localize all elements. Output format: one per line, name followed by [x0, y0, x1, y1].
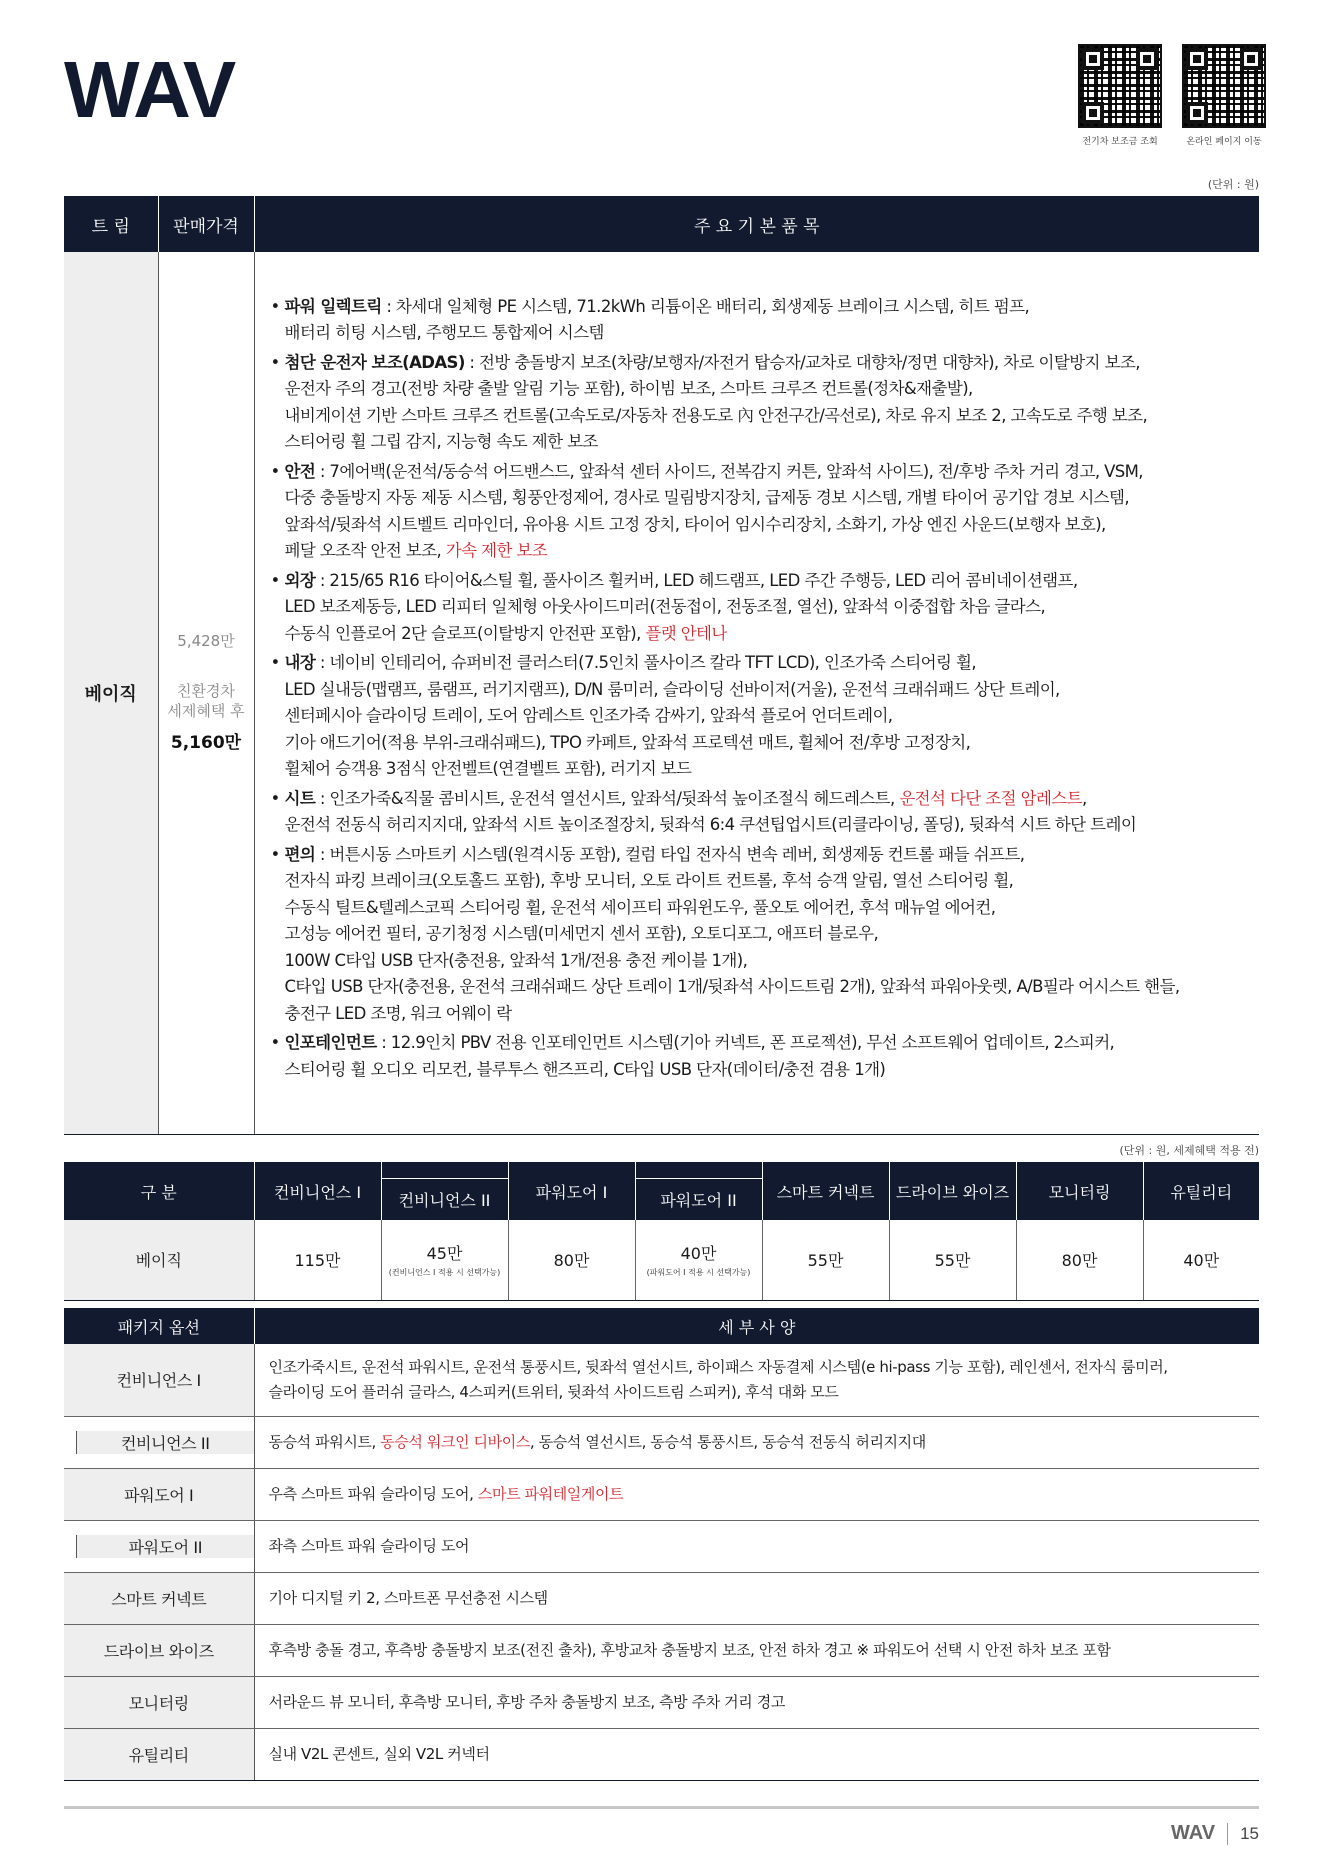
price-note: 친환경차	[177, 682, 235, 701]
header-fill	[382, 1162, 508, 1178]
price-cell	[158, 252, 254, 1134]
option-sub-tab	[636, 1178, 762, 1220]
feature-text: : 7에어백(운전석/동승석 어드밴스드, 앞좌석 센터 사이드, 전복감지 커튼, 앞좌석 사이드), 전/후방 주차 거리 경고, VSM,	[315, 461, 1143, 481]
feature-text: 기아 애드기어(적용 부위-크래쉬패드), TPO 카페트, 앞좌석 프로텍션 매트, 휠체어 전/후방 고정장치,	[284, 732, 971, 752]
spec-table	[64, 196, 1259, 1135]
package-detail	[254, 1676, 1259, 1728]
feature-category: 내장	[284, 653, 316, 672]
feature-highlight: 운전석 다단 조절 암레스트	[899, 788, 1082, 808]
header-fill	[636, 1162, 762, 1178]
feature-text: 스티어링 휠 오디오 리모컨, 블루투스 핸즈프리, C타입 USB 단자(데이터/충전 겸용 1개)	[284, 1059, 886, 1079]
feature-text: : 인조가죽&직물 콤비시트, 운전석 열선시트, 앞좌석/뒷좌석 높이조절식 헤드레스트,	[315, 788, 900, 808]
option-note: (파워도어 I 적용 시 선택가능)	[646, 1268, 751, 1278]
feature-category: 시트	[284, 788, 316, 808]
qr-label: 온라인 페이지 이동	[1186, 137, 1262, 147]
bullet-icon: •	[270, 461, 280, 481]
package-name: 스마트 커넥트	[111, 1589, 207, 1609]
package-name-cell	[64, 1468, 254, 1520]
package-row	[64, 1416, 1259, 1468]
package-detail-text: 서라운드 뷰 모니터, 후측방 모니터, 후방 주차 충돌방지 보조, 측방 주차 거리 경고	[268, 1692, 785, 1711]
option-price: 80만	[1061, 1251, 1098, 1271]
option-price: 55만	[807, 1251, 844, 1271]
package-name-cell	[64, 1624, 254, 1676]
price-before: 5,428만	[177, 631, 235, 650]
features-cell	[254, 252, 1259, 1134]
feature-text: : 네이비 인테리어, 슈퍼비전 클러스터(7.5인치 풀사이즈 칼라 TFT LCD), 인조가죽 스티어링 휠,	[315, 653, 976, 672]
feature-text: : 215/65 R16 타이어&스틸 휠, 풀사이즈 휠커버, LED 헤드램프, LED 주간 주행등, LED 리어 콤비네이션램프,	[315, 570, 1078, 590]
option-price-table	[64, 1162, 1259, 1301]
feature-text: 운전자 주의 경고(전방 차량 출발 알림 기능 포함), 하이빔 보조, 스마트 크루즈 컨트롤(정차&재출발),	[284, 379, 973, 398]
feature-category: 인포테인먼트	[284, 1033, 377, 1052]
feature-text: 수동식 틸트&텔레스코픽 스티어링 휠, 운전석 세이프티 파워윈도우, 풀오토 에어컨, 후석 매뉴얼 에어컨,	[284, 897, 996, 917]
feature-text: : 전방 충돌방지 보조(차량/보행자/자전거 탑승자/교차로 대향차/정면 대향차), 차로 이탈방지 보조,	[464, 352, 1140, 372]
package-name: 모니터링	[128, 1693, 189, 1713]
feature-text: 센터페시아 슬라이딩 트레이, 도어 암레스트 인조가죽 감싸기, 앞좌석 플로어 언더트레이,	[284, 706, 893, 725]
price-after: 5,160만	[170, 732, 242, 753]
feature-text: 운전석 전동식 허리지지대, 앞좌석 시트 높이조절장치, 뒷좌석 6:4 쿠션팁업시트(리클라이닝, 폴딩), 뒷좌석 시트 하단 트레이	[284, 815, 1137, 834]
package-detail	[254, 1728, 1259, 1780]
qr-code-icon	[1182, 44, 1266, 128]
package-detail-text: 좌측 스마트 파워 슬라이딩 도어	[268, 1536, 470, 1555]
feature-category: 파워 일렉트릭	[284, 296, 382, 316]
feature-item	[271, 459, 1250, 565]
bullet-icon: •	[270, 844, 280, 864]
package-detail	[254, 1416, 1259, 1468]
bullet-icon: •	[270, 570, 280, 590]
package-name: 컨비니언스 II	[120, 1433, 210, 1453]
package-detail-text: 슬라이딩 도어 플러쉬 글라스, 4스피커(트위터, 뒷좌석 사이드트림 스피커), 후석 대화 모드	[268, 1382, 839, 1401]
feature-text: LED 실내등(맵램프, 룸램프, 러기지램프), D/N 룸미러, 슬라이딩 선바이저(거울), 운전석 크래쉬패드 상단 트레이,	[284, 679, 1060, 699]
package-detail	[254, 1520, 1259, 1572]
feature-text: 앞좌석/뒷좌석 시트벨트 리마인더, 유아용 시트 고정 장치, 타이어 임시수리장치, 소화기, 가상 엔진 사운드(보행자 보호),	[284, 514, 1106, 534]
feature-text: : 차세대 일체형 PE 시스템, 71.2kWh 리튬이온 배터리, 회생제동 브레이크 시스템, 히트 펌프,	[381, 296, 1030, 316]
feature-highlight: 플랫 안테나	[645, 623, 727, 643]
feature-text: 수동식 인플로어 2단 슬로프(이탈방지 안전판 포함),	[284, 623, 646, 643]
option-sub-tab	[382, 1178, 508, 1220]
page-number: 15	[1240, 1823, 1259, 1843]
package-detail-text: 동승석 파워시트,	[268, 1432, 381, 1451]
feature-item	[271, 568, 1250, 648]
feature-text: 배터리 히팅 시스템, 주행모드 통합제어 시스템	[284, 323, 604, 342]
package-name-cell	[64, 1344, 254, 1416]
option-price-cell	[1016, 1220, 1143, 1300]
qr-label: 전기차 보조금 조회	[1082, 137, 1158, 147]
package-detail	[254, 1572, 1259, 1624]
feature-text: : 버튼시동 스마트키 시스템(원격시동 포함), 컬럼 타입 전자식 변속 레버, 회생제동 컨트롤 패들 쉬프트,	[315, 844, 1025, 864]
package-detail	[254, 1344, 1259, 1416]
package-row	[64, 1676, 1259, 1728]
option-price-cell	[635, 1220, 762, 1300]
option-header: 파워도어 I	[508, 1162, 635, 1220]
footer-divider	[64, 1806, 1259, 1809]
option-price: 40만	[680, 1244, 717, 1264]
header-price: 판매가격	[158, 196, 254, 252]
option-header-label: 파워도어 II	[660, 1191, 737, 1210]
unit-label: (단위 : 원)	[1207, 178, 1259, 191]
option-price: 115만	[294, 1251, 341, 1271]
qr-code-icon	[1078, 44, 1162, 128]
footer-separator	[1227, 1823, 1228, 1845]
bullet-icon: •	[270, 653, 280, 672]
package-detail	[254, 1468, 1259, 1520]
package-row	[64, 1728, 1259, 1780]
header-details: 세 부 사 양	[254, 1308, 1259, 1344]
footer-model: WAV	[1171, 1822, 1216, 1844]
feature-text: 내비게이션 기반 스마트 크루즈 컨트롤(고속도로/자동차 전용도로 內 안전구간/곡선로), 차로 유지 보조 2, 고속도로 주행 보조,	[284, 405, 1148, 425]
package-detail	[254, 1624, 1259, 1676]
feature-text: 충전구 LED 조명, 워크 어웨이 락	[284, 1003, 512, 1023]
feature-text: 휠체어 승객용 3점식 안전벨트(연결벨트 포함), 러기지 보드	[284, 759, 692, 778]
package-name: 유틸리티	[128, 1745, 189, 1765]
header-features: 주 요 기 본 품 목	[254, 196, 1259, 252]
feature-text: ,	[1081, 788, 1087, 808]
package-name-cell	[64, 1572, 254, 1624]
feature-item	[271, 786, 1250, 839]
package-name-cell	[64, 1520, 254, 1572]
package-name-cell	[64, 1416, 254, 1468]
package-table	[64, 1308, 1259, 1781]
feature-text: C타입 USB 단자(충전용, 운전석 크래쉬패드 상단 트레이 1개/뒷좌석 사이드트림 2개), 앞좌석 파워아웃렛, A/B필라 어시스트 핸들,	[284, 977, 1180, 996]
feature-item	[271, 842, 1250, 1028]
package-name-sub	[76, 1535, 254, 1558]
feature-category: 외장	[284, 570, 316, 590]
option-header: 모니터링	[1016, 1162, 1143, 1220]
package-detail-text: , 동승석 열선시트, 동승석 통풍시트, 동승석 전동식 허리지지대	[529, 1432, 926, 1451]
option-price: 80만	[553, 1251, 590, 1271]
option-price: 45만	[426, 1244, 463, 1264]
option-note: (컨비니언스 I 적용 시 선택가능)	[388, 1268, 501, 1278]
bullet-icon: •	[270, 296, 280, 316]
header-trim: 트 림	[64, 196, 158, 252]
feature-item	[271, 350, 1250, 456]
option-price-cell	[508, 1220, 635, 1300]
option-header	[635, 1162, 762, 1220]
page-title: WAV	[64, 45, 235, 134]
package-detail-highlight: 동승석 워크인 디바이스	[380, 1432, 530, 1451]
option-price-cell	[254, 1220, 381, 1300]
package-name-cell	[64, 1676, 254, 1728]
feature-text: 다중 충돌방지 자동 제동 시스템, 횡풍안정제어, 경사로 밀림방지장치, 급제동 경보 시스템, 개별 타이어 공기압 경보 시스템,	[284, 488, 1130, 507]
option-price: 55만	[934, 1251, 971, 1271]
option-header: 유틸리티	[1143, 1162, 1259, 1220]
trim-name: 베이직	[64, 252, 158, 1134]
header-package: 패키지 옵션	[64, 1308, 254, 1344]
package-name-cell	[64, 1728, 254, 1780]
qr-code-online[interactable]	[1181, 44, 1267, 147]
package-row	[64, 1624, 1259, 1676]
option-row-label: 베이직	[64, 1220, 254, 1300]
feature-highlight: 가속 제한 보조	[445, 541, 548, 560]
option-header: 스마트 커넥트	[762, 1162, 889, 1220]
package-name: 컨비니언스 I	[116, 1371, 201, 1391]
footer	[1171, 1822, 1259, 1845]
feature-item	[271, 1030, 1250, 1083]
package-detail-text: 인조가죽시트, 운전석 파워시트, 운전석 통풍시트, 뒷좌석 열선시트, 하이패스 자동결제 시스템(e hi-pass 기능 포함), 레인센서, 전자식 룸미러,	[268, 1357, 1168, 1376]
option-price-cell	[1143, 1220, 1259, 1300]
package-row	[64, 1572, 1259, 1624]
package-row	[64, 1520, 1259, 1572]
option-price-cell	[381, 1220, 508, 1300]
package-detail-text: 실내 V2L 콘센트, 실외 V2L 커넥터	[268, 1744, 490, 1763]
package-row	[64, 1344, 1259, 1416]
feature-item	[271, 650, 1250, 783]
option-header: 드라이브 와이즈	[889, 1162, 1016, 1220]
feature-item	[271, 294, 1250, 347]
package-detail-highlight: 스마트 파워테일게이트	[477, 1484, 624, 1503]
package-name: 파워도어 II	[128, 1537, 203, 1557]
feature-text: 페달 오조작 안전 보조,	[284, 541, 446, 560]
package-detail-text: 우측 스마트 파워 슬라이딩 도어,	[268, 1484, 478, 1503]
bullet-icon: •	[270, 352, 280, 372]
feature-text: 스티어링 휠 그립 감지, 지능형 속도 제한 보조	[284, 432, 598, 451]
feature-category: 첨단 운전자 보조(ADAS)	[284, 352, 465, 372]
price-note: 세제혜택 후	[167, 702, 245, 721]
option-header-label: 컨비니언스 II	[398, 1191, 491, 1210]
option-price-cell	[889, 1220, 1016, 1300]
option-header: 구 분	[64, 1162, 254, 1220]
package-row	[64, 1468, 1259, 1520]
bullet-icon: •	[270, 788, 280, 808]
feature-category: 편의	[284, 844, 316, 864]
feature-list	[255, 272, 1260, 1115]
qr-code-subsidy[interactable]	[1077, 44, 1163, 147]
package-name: 드라이브 와이즈	[103, 1641, 214, 1661]
bullet-icon: •	[270, 1033, 280, 1052]
option-price-cell	[762, 1220, 889, 1300]
package-name: 파워도어 I	[124, 1485, 194, 1505]
feature-text: 고성능 에어컨 필터, 공기청정 시스템(미세먼지 센서 포함), 오토디포그, 애프터 블로우,	[284, 924, 879, 943]
package-name-sub	[76, 1431, 254, 1454]
option-header	[381, 1162, 508, 1220]
package-detail-text: 후측방 충돌 경고, 후측방 충돌방지 보조(전진 출차), 후방교차 충돌방지 보조, 안전 하차 경고 ※ 파워도어 선택 시 안전 하차 보조 포함	[268, 1640, 1111, 1659]
option-price: 40만	[1183, 1251, 1220, 1271]
feature-category: 안전	[284, 461, 316, 481]
unit-label: (단위 : 원, 세제혜택 적용 전)	[1119, 1144, 1259, 1157]
feature-text: LED 보조제동등, LED 리피터 일체형 아웃사이드미러(전동접이, 전동조절, 열선), 앞좌석 이중접합 차음 글라스,	[284, 597, 1046, 616]
feature-text: : 12.9인치 PBV 전용 인포테인먼트 시스템(기아 커넥트, 폰 프로젝션), 무선 소프트웨어 업데이트, 2스피커,	[376, 1033, 1115, 1052]
package-detail-text: 기아 디지털 키 2, 스마트폰 무선충전 시스템	[268, 1588, 548, 1607]
feature-text: 전자식 파킹 브레이크(오토홀드 포함), 후방 모니터, 오토 라이트 컨트롤, 후석 승객 알림, 열선 스티어링 휠,	[284, 871, 1014, 890]
feature-text: 100W C타입 USB 단자(충전용, 앞좌석 1개/전용 충전 케이블 1개),	[284, 950, 748, 970]
option-header: 컨비니언스 I	[254, 1162, 381, 1220]
